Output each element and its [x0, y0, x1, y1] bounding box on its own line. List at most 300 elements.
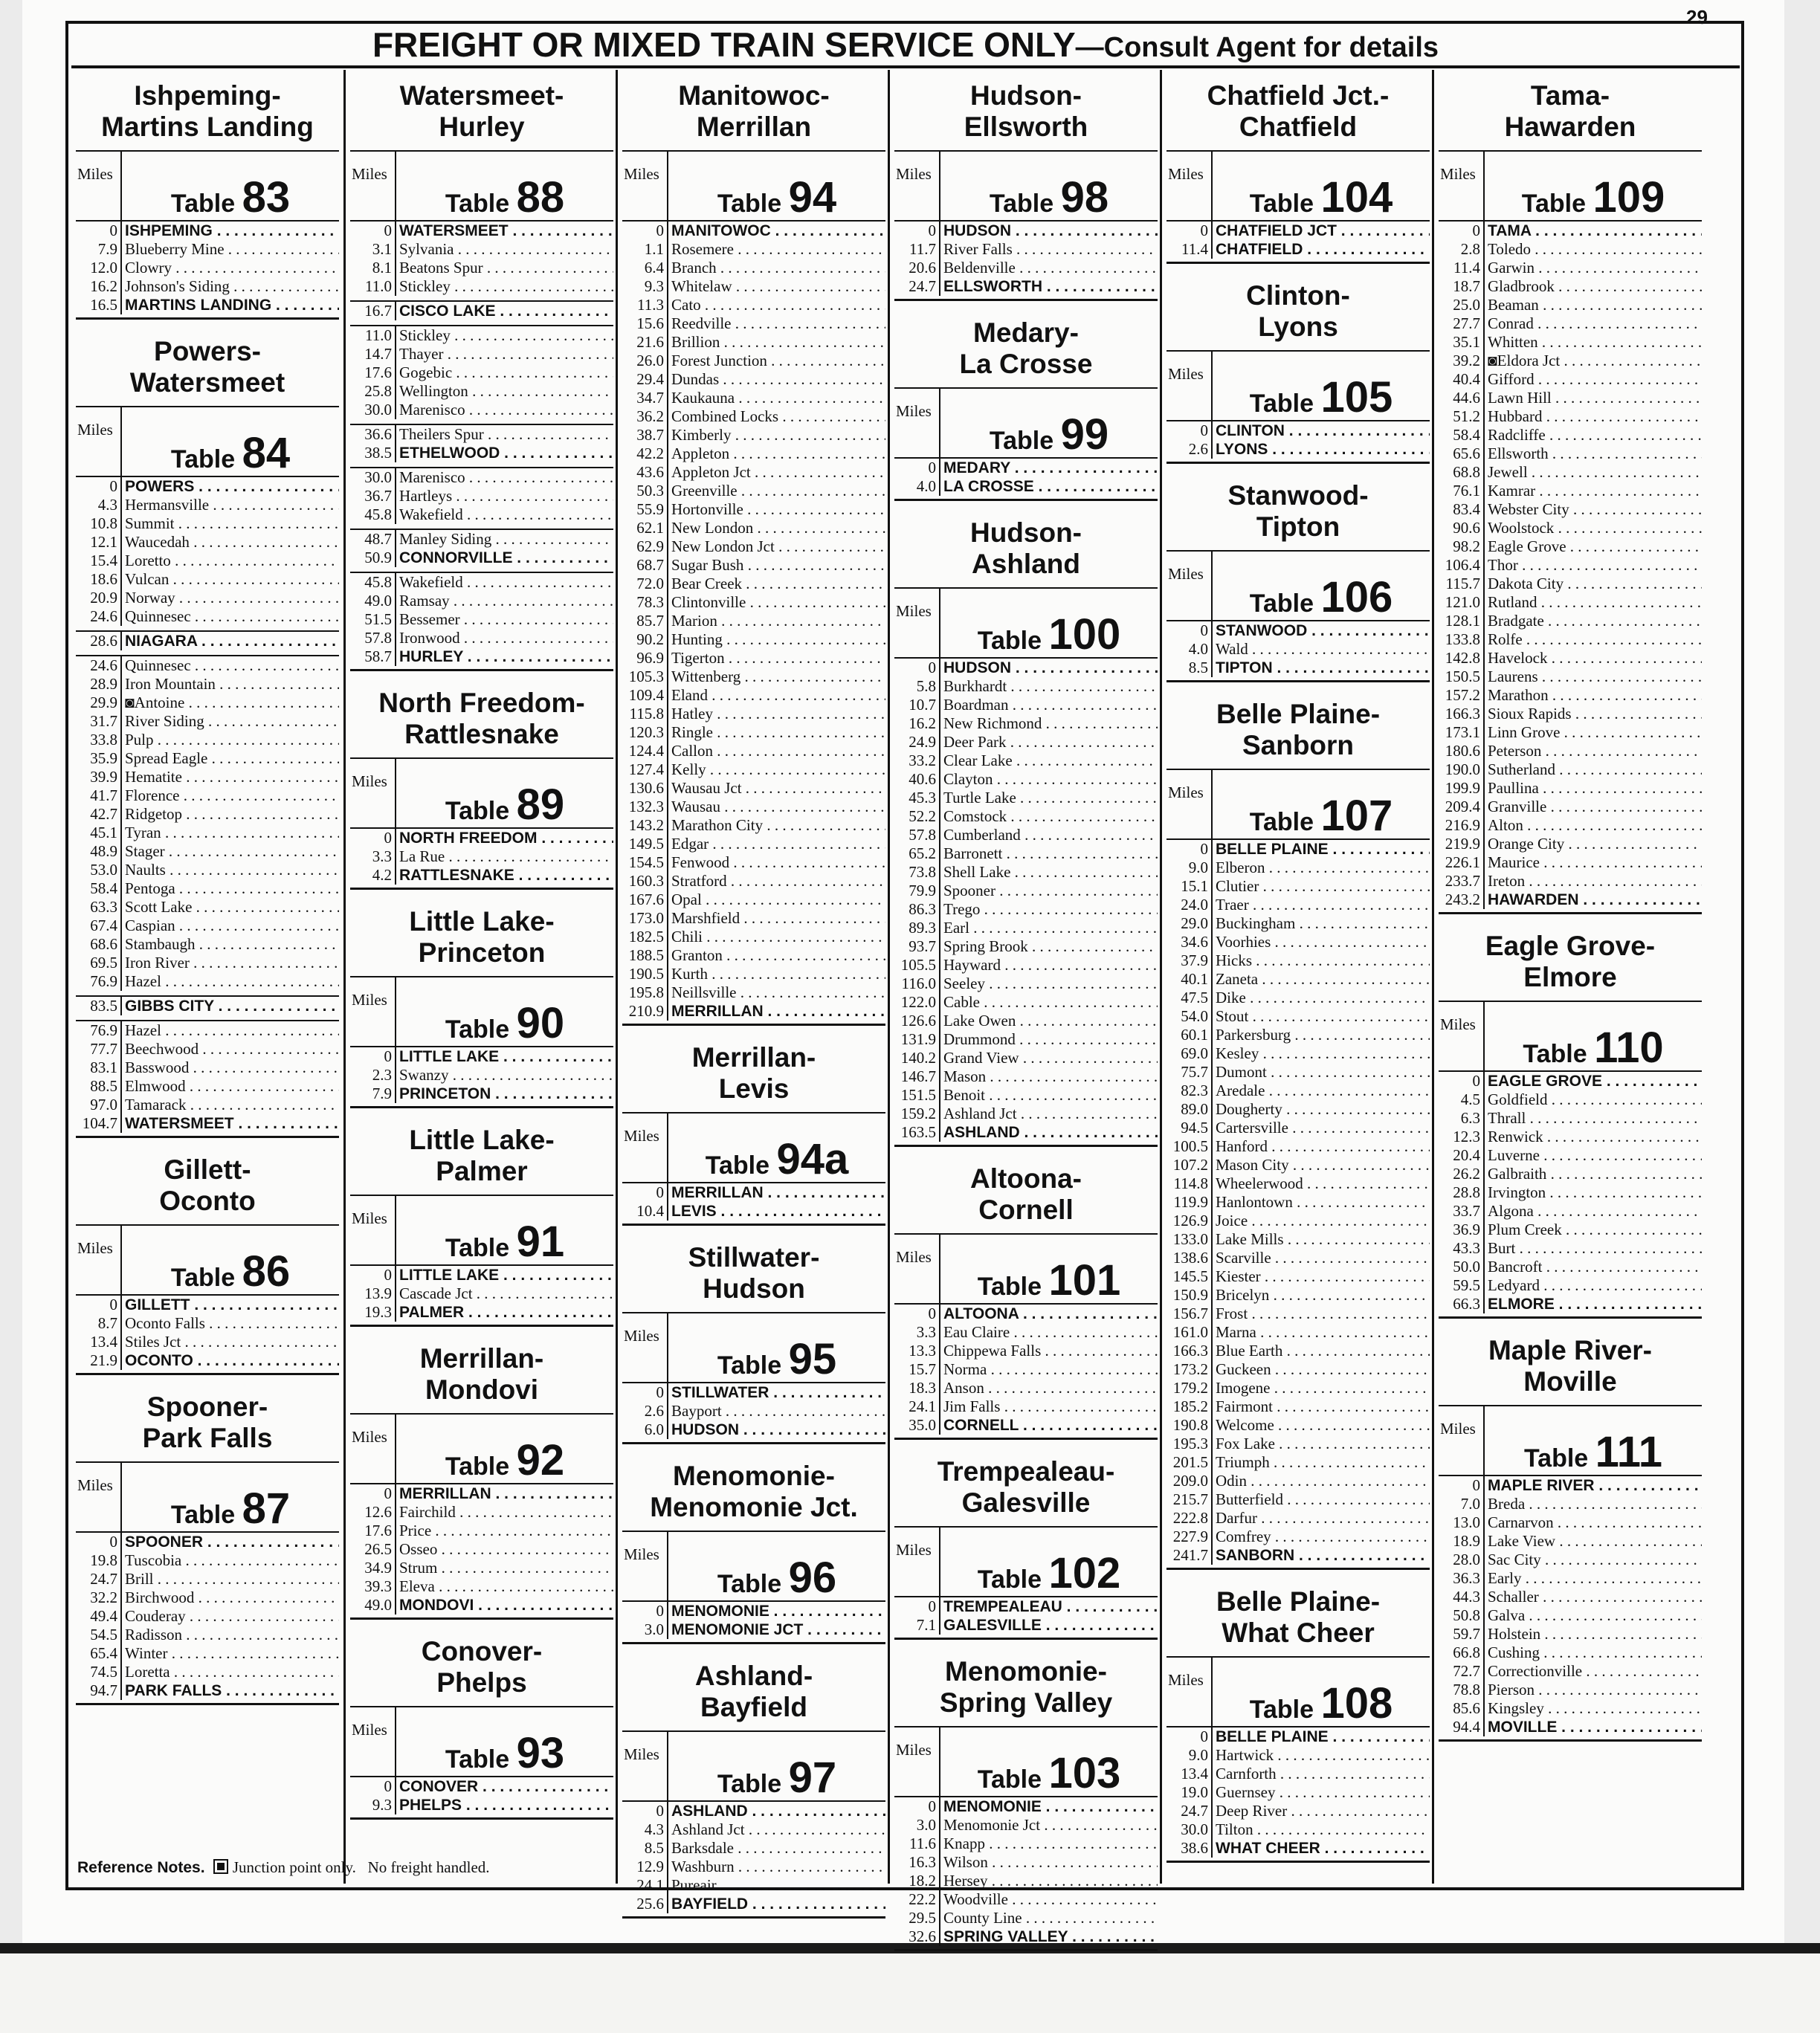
station-miles: 62.1 [622, 519, 668, 537]
station-row [894, 459, 1158, 477]
station-row [350, 1777, 613, 1796]
station-miles: 8.5 [622, 1839, 668, 1858]
station-name: Earl . . . [940, 919, 1158, 937]
station-miles: 26.0 [622, 352, 668, 370]
station-row [1166, 859, 1430, 877]
station-miles: 24.1 [622, 1876, 668, 1895]
station-row [76, 824, 339, 842]
station-miles: 25.6 [622, 1895, 668, 1913]
station-name: Marathon City . . . [668, 816, 885, 835]
table-number [940, 1528, 1158, 1596]
station-row [1166, 877, 1430, 896]
station-miles: 39.9 [76, 768, 122, 786]
station-row [1439, 668, 1702, 686]
station-miles: 10.7 [894, 696, 940, 714]
no-freight-note: No freight handled. [367, 1858, 490, 1876]
station-row [1166, 1360, 1430, 1379]
station-row [350, 1577, 613, 1596]
table-label: Table [977, 1765, 1042, 1794]
station-miles: 35.0 [894, 1416, 940, 1435]
station-name: County Line . . . [940, 1909, 1158, 1927]
station-row [894, 222, 1158, 240]
station-miles: 89.0 [1166, 1100, 1213, 1119]
station-miles: 6.4 [622, 259, 668, 277]
station-name: Tilton . . . [1213, 1820, 1430, 1839]
terminal-station: ALTOONA . . . [940, 1305, 1158, 1323]
station-name: Kingsley . . . [1485, 1699, 1702, 1718]
station-row [622, 1876, 885, 1895]
station-miles: 63.3 [76, 898, 122, 917]
station-row [76, 861, 339, 879]
station-row [1439, 1569, 1702, 1588]
station-name: Wausau Jct . . . [668, 779, 885, 798]
station-miles: 22.2 [894, 1890, 940, 1909]
miles-header: Miles [1166, 152, 1213, 220]
station-row [622, 407, 885, 426]
station-row [894, 1835, 1158, 1853]
station-row [622, 1402, 885, 1420]
station-row [350, 382, 613, 401]
station-name: Wausau . . . [668, 798, 885, 816]
station-name: Carnarvon . . . [1485, 1513, 1702, 1532]
station-name: Toledo . . . [1485, 240, 1702, 259]
route-title: Stillwater- Hudson [688, 1242, 820, 1304]
terminal-station: ELMORE . . . [1485, 1295, 1702, 1313]
terminal-station: TAMA . . . [1485, 222, 1702, 240]
station-miles: 3.0 [894, 1816, 940, 1835]
station-name: River Siding . . . [122, 712, 339, 731]
station-row [1166, 1727, 1430, 1746]
miles-header: Miles [894, 589, 940, 657]
terminal-station: MERRILLAN . . . [668, 1002, 885, 1021]
table-header [622, 150, 885, 222]
station-name: Beldenville . . . [940, 259, 1158, 277]
station-row [622, 537, 885, 556]
station-row [894, 1067, 1158, 1086]
table-label: Table [445, 1234, 510, 1262]
station-miles: 55.9 [622, 500, 668, 519]
terminal-station: MERRILLAN . . . [668, 1183, 885, 1202]
station-name: Elberon . . . [1213, 859, 1430, 877]
page-title [71, 22, 1740, 68]
station-miles: 182.5 [622, 928, 668, 946]
station-miles: 4.5 [1439, 1090, 1485, 1109]
station-miles: 73.8 [894, 863, 940, 882]
station-miles: 28.8 [1439, 1183, 1485, 1202]
station-row [76, 1314, 339, 1333]
station-miles: 19.8 [76, 1551, 122, 1570]
station-row [76, 1058, 339, 1077]
station-miles: 6.0 [622, 1420, 668, 1439]
station-row [622, 222, 885, 240]
station-row [76, 296, 339, 314]
page-number: 29 [1686, 6, 1708, 28]
station-name: Rolfe . . . [1485, 630, 1702, 649]
table-header [894, 387, 1158, 459]
station-name: Frost . . . [1213, 1305, 1430, 1323]
station-name: Hermansville . . . [122, 496, 339, 514]
table-number-value: 89 [516, 780, 565, 829]
station-miles: 4.2 [350, 866, 396, 885]
station-name: Scarville . . . [1213, 1249, 1430, 1267]
station-miles: 0 [1166, 421, 1213, 440]
station-miles: 43.3 [1439, 1239, 1485, 1258]
timetable-table [894, 1153, 1158, 1440]
station-row [350, 222, 613, 240]
station-miles: 0 [350, 222, 396, 240]
station-row [1439, 1513, 1702, 1532]
station-name: Tigerton . . . [668, 649, 885, 668]
miles-header: Miles [350, 759, 396, 827]
station-miles: 94.5 [1166, 1119, 1213, 1137]
table-number [1213, 770, 1430, 838]
route-title: Belle Plaine- Sanborn [1216, 699, 1381, 760]
station-name: Fairmont . . . [1213, 1397, 1430, 1416]
station-miles: 25.0 [1439, 296, 1485, 314]
station-row [622, 928, 885, 946]
station-row [350, 1540, 613, 1559]
station-row [894, 1890, 1158, 1909]
timetable-table [350, 70, 613, 671]
station-name: New Richmond . . . [940, 714, 1158, 733]
station-miles: 159.2 [894, 1105, 940, 1123]
station-name: Opal . . . [668, 891, 885, 909]
station-name: Deer Park . . . [940, 733, 1158, 752]
station-name: Blueberry Mine . . . [122, 240, 339, 259]
station-row [76, 731, 339, 749]
station-name: Buckingham . . . [1213, 914, 1430, 933]
station-name: Scott Lake . . . [122, 898, 339, 917]
station-name: Barksdale . . . [668, 1839, 885, 1858]
station-name: Callon . . . [668, 742, 885, 760]
station-miles: 24.9 [894, 733, 940, 752]
station-miles: 233.7 [1439, 872, 1485, 891]
station-row [350, 866, 613, 885]
station-row [76, 1588, 339, 1607]
miles-header: Miles [1166, 770, 1213, 838]
station-miles: 33.8 [76, 731, 122, 749]
table-number-value: 96 [788, 1554, 837, 1602]
station-row [1166, 1509, 1430, 1528]
station-row [1439, 1643, 1702, 1662]
terminal-station: CISCO LAKE . . . [396, 302, 613, 320]
table-number-value: 108 [1320, 1679, 1393, 1727]
station-name: Comfrey . . . [1213, 1528, 1430, 1546]
table-number-value: 99 [1060, 410, 1109, 459]
station-name: Triumph . . . [1213, 1453, 1430, 1472]
station-miles: 36.2 [622, 407, 668, 426]
station-row [76, 1663, 339, 1681]
station-row [76, 1570, 339, 1588]
station-name: Alton . . . [1485, 816, 1702, 835]
station-row [1439, 1532, 1702, 1551]
miles-header: Miles [1439, 1002, 1485, 1070]
table-label: Table [1249, 808, 1314, 836]
timetable-table [76, 326, 339, 1138]
station-miles: 20.9 [76, 589, 122, 607]
terminal-station: ISHPEMING . . . [122, 222, 339, 240]
station-row [76, 954, 339, 972]
station-miles: 201.5 [1166, 1453, 1213, 1472]
station-name: Wilson . . . [940, 1853, 1158, 1872]
station-name: Wellington . . . [396, 382, 613, 401]
station-miles: 90.6 [1439, 519, 1485, 537]
station-miles: 15.1 [1166, 877, 1213, 896]
station-row [894, 1927, 1158, 1946]
station-row [1166, 1174, 1430, 1193]
station-name: Parkersburg . . . [1213, 1026, 1430, 1044]
station-row [1439, 1662, 1702, 1681]
station-row [76, 1551, 339, 1570]
table-label: Table [717, 1351, 782, 1380]
miles-header: Miles [1166, 552, 1213, 620]
station-miles: 180.6 [1439, 742, 1485, 760]
station-name: Galva . . . [1485, 1606, 1702, 1625]
table-number-value: 106 [1320, 573, 1393, 621]
terminal-station: HUDSON . . . [940, 659, 1158, 677]
station-name: Thayer . . . [396, 345, 613, 363]
station-miles: 3.0 [622, 1620, 668, 1639]
table-header [1166, 150, 1430, 222]
station-name: Lawn Hill . . . [1485, 389, 1702, 407]
station-row [622, 1602, 885, 1620]
station-row [76, 496, 339, 514]
station-miles: 24.0 [1166, 896, 1213, 914]
station-row [1439, 723, 1702, 742]
table-number-value: 92 [516, 1436, 565, 1484]
station-name: Fenwood . . . [668, 853, 885, 872]
station-miles: 109.4 [622, 686, 668, 705]
station-name: Ledyard . . . [1485, 1276, 1702, 1295]
table-label: Table [445, 1745, 510, 1774]
station-row [1166, 1472, 1430, 1490]
timetable-table [350, 896, 613, 1108]
station-miles: 29.4 [622, 370, 668, 389]
station-miles: 107.2 [1166, 1156, 1213, 1174]
station-miles: 20.4 [1439, 1146, 1485, 1165]
station-miles: 179.2 [1166, 1379, 1213, 1397]
miles-header: Miles [350, 977, 396, 1046]
miles-header: Miles [1439, 152, 1485, 220]
station-name: Iron River . . . [122, 954, 339, 972]
station-miles: 94.7 [76, 1681, 122, 1700]
station-miles: 18.7 [1439, 277, 1485, 296]
station-name: Sac City . . . [1485, 1551, 1702, 1569]
miles-header: Miles [1439, 1406, 1485, 1475]
station-name: Winter . . . [122, 1644, 339, 1663]
reference-notes [77, 1858, 490, 1877]
station-miles: 19.0 [1166, 1783, 1213, 1802]
station-row [1439, 1495, 1702, 1513]
station-row [1166, 1044, 1430, 1063]
station-miles: 66.8 [1439, 1643, 1485, 1662]
station-miles: 0 [1439, 222, 1485, 240]
station-row [350, 277, 613, 296]
table-number-value: 98 [1060, 173, 1109, 222]
station-row [894, 863, 1158, 882]
station-row [76, 1040, 339, 1058]
station-row [1439, 798, 1702, 816]
station-name: ◙Antoine . . . [122, 694, 339, 712]
timetable-table [350, 1114, 613, 1327]
station-miles: 9.3 [622, 277, 668, 296]
station-row [622, 1802, 885, 1820]
timetable-column [343, 70, 618, 1884]
station-row [622, 426, 885, 445]
station-row [76, 786, 339, 805]
station-name: Linn Grove . . . [1485, 723, 1702, 742]
station-name: Shell Lake . . . [940, 863, 1158, 882]
station-row [76, 477, 339, 496]
station-miles: 0 [622, 1383, 668, 1402]
station-name: Wakefield . . . [396, 505, 613, 524]
station-row [1166, 1212, 1430, 1230]
terminal-station: CHATFIELD . . . [1213, 240, 1430, 259]
station-miles: 11.4 [1166, 240, 1213, 259]
station-miles: 60.1 [1166, 1026, 1213, 1044]
station-row [76, 277, 339, 296]
station-miles: 173.1 [1439, 723, 1485, 742]
station-miles: 156.7 [1166, 1305, 1213, 1323]
station-name: Joice . . . [1213, 1212, 1430, 1230]
station-row [1166, 421, 1430, 440]
station-miles: 166.3 [1439, 705, 1485, 723]
station-miles: 104.7 [76, 1114, 122, 1133]
timetable-table [350, 677, 613, 890]
station-miles: 115.8 [622, 705, 668, 723]
station-row [350, 1484, 613, 1503]
terminal-station: GILLETT . . . [122, 1296, 339, 1314]
timetable-table [350, 1333, 613, 1620]
station-name: Eleva . . . [396, 1577, 613, 1596]
table-number [1485, 1406, 1702, 1475]
station-row [894, 900, 1158, 919]
station-row [622, 723, 885, 742]
station-row [622, 1620, 885, 1639]
station-name: Loretto . . . [122, 552, 339, 570]
station-row [350, 572, 613, 592]
station-miles: 8.7 [76, 1314, 122, 1333]
station-name: Vulcan . . . [122, 570, 339, 589]
station-name: Granville . . . [1485, 798, 1702, 816]
station-row [1166, 1100, 1430, 1119]
station-name: Galbraith . . . [1485, 1165, 1702, 1183]
station-miles: 0 [894, 459, 940, 477]
station-row [1439, 1258, 1702, 1276]
route-title: Merrillan- Mondovi [419, 1343, 544, 1405]
station-row [1439, 1476, 1702, 1495]
station-name: Neillsville . . . [668, 983, 885, 1002]
station-miles: 13.4 [76, 1333, 122, 1351]
table-number [1213, 1658, 1430, 1726]
table-number [396, 759, 613, 827]
table-header [622, 1531, 885, 1602]
station-miles: 2.8 [1439, 240, 1485, 259]
terminal-station: MAPLE RIVER . . . [1485, 1476, 1702, 1495]
station-row [1439, 835, 1702, 853]
station-miles: 209.0 [1166, 1472, 1213, 1490]
station-miles: 28.6 [76, 632, 122, 650]
terminal-station: LA CROSSE . . . [940, 477, 1158, 496]
station-name: Drummond . . . [940, 1030, 1158, 1049]
table-number [122, 1463, 339, 1531]
station-miles: 0 [76, 1533, 122, 1551]
terminal-station: CONNORVILLE . . . [396, 549, 613, 567]
station-row [76, 240, 339, 259]
terminal-station: SPOONER . . . [122, 1533, 339, 1551]
timetable-table [894, 70, 1158, 301]
station-miles: 18.6 [76, 570, 122, 589]
terminal-station: LITTLE LAKE . . . [396, 1266, 613, 1284]
table-header [76, 1461, 339, 1533]
station-row [894, 1030, 1158, 1049]
station-name: Gogebic . . . [396, 363, 613, 382]
station-name: Traer . . . [1213, 896, 1430, 914]
station-name: Chili . . . [668, 928, 885, 946]
station-row [1439, 1276, 1702, 1295]
table-label: Table [977, 1273, 1042, 1301]
station-name: Plum Creek . . . [1485, 1221, 1702, 1239]
station-miles: 13.4 [1166, 1765, 1213, 1783]
route-title: Hudson- Ashland [969, 517, 1082, 579]
station-miles: 78.8 [1439, 1681, 1485, 1699]
station-miles: 34.7 [622, 389, 668, 407]
terminal-station: HAWARDEN . . . [1485, 891, 1702, 909]
station-row [1439, 1681, 1702, 1699]
station-row [894, 752, 1158, 770]
station-row [1439, 1699, 1702, 1718]
station-name: Reedville . . . [668, 314, 885, 333]
station-miles: 33.2 [894, 752, 940, 770]
station-miles: 209.4 [1439, 798, 1485, 816]
station-miles: 26.2 [1439, 1165, 1485, 1183]
table-header [1166, 550, 1430, 621]
timetable-table [894, 1646, 1158, 1951]
station-name: Waucedah . . . [122, 533, 339, 552]
station-name: Appleton . . . [668, 445, 885, 463]
station-miles: 45.3 [894, 789, 940, 807]
station-miles: 50.0 [1439, 1258, 1485, 1276]
station-row [1166, 1379, 1430, 1397]
station-miles: 7.9 [350, 1085, 396, 1103]
route-title: Powers- Watersmeet [129, 336, 285, 398]
terminal-station: CORNELL . . . [940, 1416, 1158, 1435]
table-number-value: 111 [1595, 1428, 1663, 1476]
table-label: Table [170, 445, 236, 473]
station-row [1439, 1625, 1702, 1643]
station-miles: 68.8 [1439, 463, 1485, 482]
station-row [1439, 1239, 1702, 1258]
station-miles: 0 [1166, 222, 1213, 240]
terminal-station: BAYFIELD . . . [668, 1895, 885, 1913]
station-miles: 0 [1166, 1727, 1213, 1746]
station-miles: 151.5 [894, 1086, 940, 1105]
station-name: Paullina . . . [1485, 779, 1702, 798]
station-name: Spring Brook . . . [940, 937, 1158, 956]
station-name: Stager . . . [122, 842, 339, 861]
station-miles: 83.5 [76, 997, 122, 1015]
station-name: Carnforth . . . [1213, 1765, 1430, 1783]
station-row [622, 686, 885, 705]
station-row [76, 972, 339, 991]
station-name: Early . . . [1485, 1569, 1702, 1588]
station-row [894, 1123, 1158, 1142]
station-name: Jewell . . . [1485, 463, 1702, 482]
station-miles: 15.4 [76, 552, 122, 570]
miles-header: Miles [622, 152, 668, 220]
junction-note: Junction point only. [232, 1858, 356, 1876]
station-miles: 0 [1439, 1072, 1485, 1090]
